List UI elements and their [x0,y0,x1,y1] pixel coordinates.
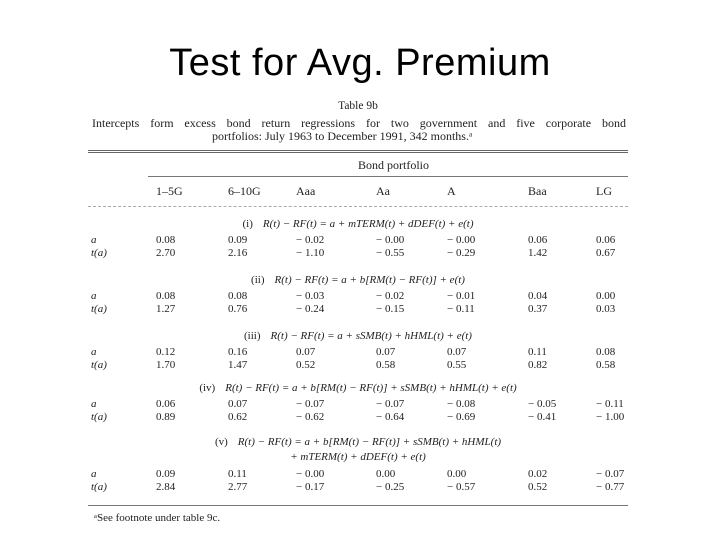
table-cell: − 0.03 [296,290,325,302]
table-cell: 1.47 [228,359,248,371]
equation-text: R(t) − RF(t) = a + mTERM(t) + dDEF(t) + e(t) [262,218,474,230]
table-row [88,234,628,247]
table-cell: − 0.08 [447,398,476,410]
table-cell: 0.00 [376,468,396,480]
table-cell: 0.07 [228,398,248,410]
table-row [88,411,628,424]
col-header: Baa [528,184,547,198]
row-label: t(a) [91,359,107,371]
table-cell: 0.08 [156,290,176,302]
row-label: a [91,290,97,302]
table-cell: 2.70 [156,247,176,259]
table-cell: 2.77 [228,481,248,493]
table-row [88,346,628,359]
equation-text: R(t) − RF(t) = a + b[RM(t) − RF(t)] + sSMB(t) + hHML(t) + e(t) [225,382,517,394]
row-label: a [91,234,97,246]
equation-number: (iv) [199,382,216,394]
table-cell: − 0.24 [296,303,325,315]
table-cell: − 0.57 [447,481,476,493]
header-rule [88,206,628,207]
table-cell: − 0.62 [296,411,325,423]
row-label: a [91,468,97,480]
table-cell: 0.37 [528,303,548,315]
table-footnote: ᵃSee footnote under table 9c. [94,512,221,524]
table-cell: 0.09 [156,468,176,480]
table-caption [92,117,626,143]
table-cell: 1.70 [156,359,176,371]
table-row [88,468,628,481]
table-cell: − 0.07 [296,398,325,410]
table-cell: 0.62 [228,411,248,423]
equation-text: R(t) − RF(t) = a + b[RM(t) − RF(t)] + e(t) [274,274,465,286]
group-rule [148,176,628,177]
table-cell: 0.09 [228,234,248,246]
table-cell: − 0.69 [447,411,476,423]
table-cell: − 0.25 [376,481,405,493]
table-cell: 1.42 [528,247,548,259]
table-cell: − 0.05 [528,398,557,410]
table-cell: 0.02 [528,468,548,480]
slide-title: Test for Avg. Premium [169,42,551,84]
table-cell: 0.76 [228,303,248,315]
row-label: t(a) [91,411,107,423]
table-cell: 0.58 [596,359,616,371]
table-row [88,290,628,303]
table-row [88,398,628,411]
bottom-rule [88,505,628,506]
table-cell: 2.84 [156,481,176,493]
table-cell: − 0.64 [376,411,405,423]
table-cell: 0.00 [447,468,467,480]
equation-number: (iii) [244,330,261,342]
table-cell: − 0.29 [447,247,476,259]
table-cell: 2.16 [228,247,248,259]
table-cell: − 0.17 [296,481,325,493]
table-cell: 0.11 [228,468,247,480]
caption-line-1: Intercepts form excess bond return regressions for two government and five corporate bond [92,116,626,130]
table-cell: − 0.01 [447,290,476,302]
table-cell: 0.07 [296,346,316,358]
table-cell: 0.08 [228,290,248,302]
table-cell: 0.52 [528,481,548,493]
table-cell: 0.67 [596,247,616,259]
row-label: t(a) [91,247,107,259]
table-cell: 0.00 [596,290,616,302]
col-header: Aa [376,184,390,198]
table-row [88,247,628,260]
equation-number: (i) [242,218,253,230]
group-header: Bond portfolio [358,158,429,172]
col-header: A [447,184,456,198]
table-cell: − 0.15 [376,303,405,315]
table-cell: 0.08 [596,346,616,358]
table-cell: 0.08 [156,234,176,246]
table-cell: 0.06 [528,234,548,246]
regression-equation [88,330,628,342]
row-label: t(a) [91,303,107,315]
table-cell: − 0.02 [376,290,405,302]
col-header: Aaa [296,184,316,198]
table-cell: 0.82 [528,359,548,371]
table-cell: 1.27 [156,303,176,315]
col-header: 1–5G [156,184,183,198]
row-label: a [91,398,97,410]
equation-continuation: + mTERM(t) + dDEF(t) + e(t) [290,451,426,463]
table-cell: 0.04 [528,290,548,302]
column-header-row [88,184,628,197]
equation-text: R(t) − RF(t) = a + b[RM(t) − RF(t)] + sSMB(t) + hHML(t) [237,436,502,448]
equation-number: (v) [214,436,228,448]
table-cell: − 0.00 [447,234,476,246]
table-cell: 0.03 [596,303,616,315]
table-row [88,303,628,316]
table-cell: − 0.00 [296,468,325,480]
table-cell: 0.06 [596,234,616,246]
table-cell: 0.89 [156,411,176,423]
table-cell: 0.52 [296,359,316,371]
col-header: 6–10G [228,184,261,198]
table-cell: − 0.07 [596,468,625,480]
row-label: t(a) [91,481,107,493]
top-rule [88,150,628,153]
equation-number: (ii) [251,274,265,286]
regression-equation [88,218,628,230]
table-cell: 0.11 [528,346,547,358]
table-cell: 0.58 [376,359,396,371]
table-cell: − 1.10 [296,247,325,259]
table-cell: 0.07 [447,346,467,358]
table-title: Table 9b [338,100,378,112]
table-cell: − 0.11 [447,303,475,315]
table-row [88,359,628,372]
regression-equation [88,274,628,286]
table-cell: − 0.55 [376,247,405,259]
table-cell: − 0.77 [596,481,625,493]
table-scan [88,100,628,530]
equation-text: R(t) − RF(t) = a + sSMB(t) + hHML(t) + e(t) [270,330,472,342]
table-cell: − 0.07 [376,398,405,410]
table-cell: − 1.00 [596,411,625,423]
table-cell: 0.12 [156,346,176,358]
table-cell: − 0.00 [376,234,405,246]
table-cell: 0.16 [228,346,248,358]
regression-equation [88,382,628,394]
table-cell: 0.07 [376,346,396,358]
regression-equation [88,436,628,448]
table-cell: − 0.41 [528,411,557,423]
table-row [88,481,628,494]
caption-line-2: portfolios: July 1963 to December 1991, 342 months.ᵃ [212,129,473,143]
col-header: LG [596,184,612,198]
row-label: a [91,346,97,358]
table-cell: − 0.02 [296,234,325,246]
table-cell: 0.55 [447,359,467,371]
table-cell: − 0.11 [596,398,624,410]
table-cell: 0.06 [156,398,176,410]
